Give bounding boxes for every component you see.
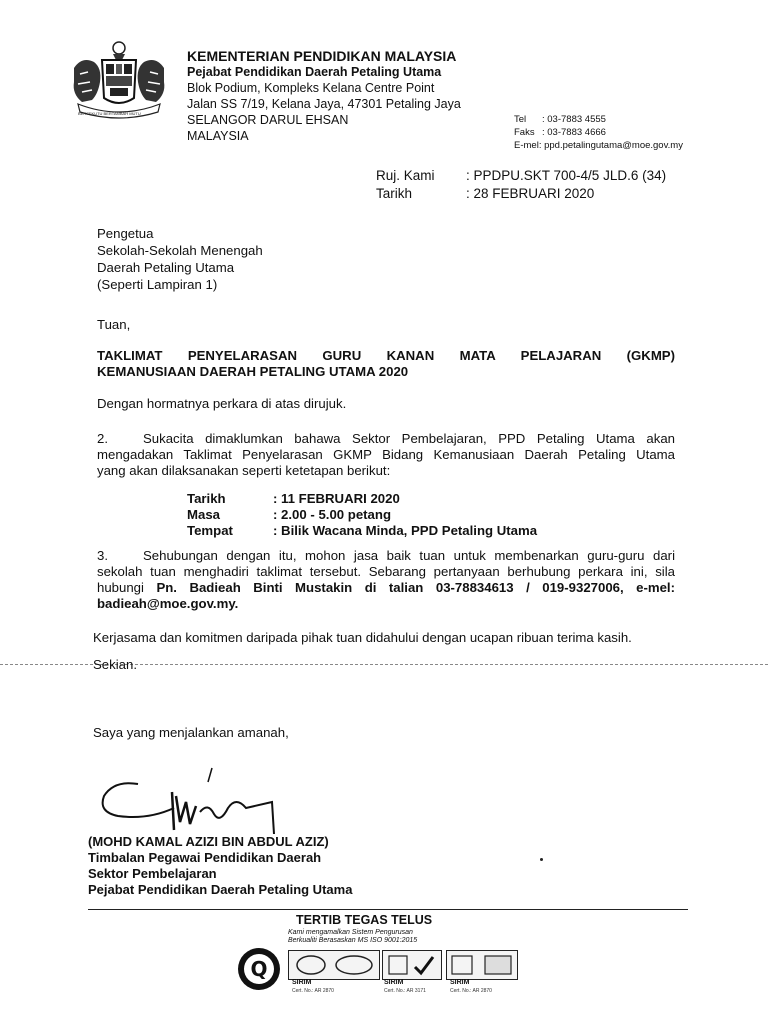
letterhead (187, 48, 461, 144)
tel-label: Tel (514, 114, 527, 125)
iso-line-2: Berkualiti Berasaskan MS ISO 9001:2015 (288, 937, 418, 944)
para-3-line-1: Sehubungan dengan itu, mohon jasa baik tuan untuk membenarkan guru-guru dari (143, 548, 675, 563)
fax-label: Faks (514, 127, 535, 138)
cert-number-2: Cert. No.: AR 3171 (384, 988, 426, 994)
cert-logo-3 (446, 950, 518, 980)
cert-label-3: SIRIM (450, 979, 470, 986)
reference-block (376, 167, 666, 203)
cert-logo-1-icon (289, 951, 379, 979)
signatory-sector: Sektor Pembelajaran (88, 866, 217, 881)
contact-person: Pn. Badieah Binti Mustakin di talian 03-78834613 / 019-9327006, e-mel: (156, 580, 675, 595)
recipient-line-4: (Seperti Lampiran 1) (97, 277, 218, 292)
iso-line-1: Kami mengamalkan Sistem Pengurusan (288, 929, 413, 936)
cert-logo-2-icon (383, 951, 441, 979)
para-2-line-2: mengadakan Taklimat Penyelarasan GKMP Bidang Kemanusiaan Daerah Petaling Utama (97, 447, 675, 462)
detail-value-date: : 11 FEBRUARI 2020 (273, 491, 400, 506)
address-line-3: SELANGOR DARUL EHSAN (187, 113, 349, 127)
paragraph-4: Kerjasama dan komitmen daripada pihak tuan didahului dengan ucapan ribuan terima kasih. (93, 630, 632, 645)
office-name: Pejabat Pendidikan Daerah Petaling Utama (187, 65, 442, 79)
para-3-line-2: sekolah tuan menghadiri taklimat tersebut. Sebarang pertanyaan berhubung perkara ini, sila (97, 564, 675, 579)
cert-label-2: SIRIM (384, 979, 404, 986)
crest-motto: BERSEKUTU BERTAMBAH MUTU (78, 111, 141, 116)
ref-value: : PPDPU.SKT 700-4/5 JLD.6 (34) (466, 168, 667, 183)
contact-block (514, 113, 683, 152)
detail-value-time: : 2.00 - 5.00 petang (273, 507, 391, 522)
address-line-4: MALAYSIA (187, 129, 249, 143)
detail-value-venue: : Bilik Wacana Minda, PPD Petaling Utama (273, 523, 538, 538)
contact-email: badieah@moe.gov.my. (97, 596, 239, 611)
subject-line-1: TAKLIMAT PENYELARASAN GURU KANAN MATA PELAJARAN (GKMP) (97, 348, 675, 363)
subject (97, 348, 675, 380)
svg-text:Q: Q (250, 957, 268, 981)
cert-label-1: SIRIM (292, 979, 312, 986)
para-2-number: 2. (97, 431, 108, 446)
recipient-block (97, 225, 263, 293)
email-value: : ppd.petalingutama@moe.gov.my (538, 140, 683, 151)
ref-label: Ruj. Kami (376, 168, 435, 183)
para-2-line-3: yang akan dilaksanakan seperti ketetapan berikut: (97, 463, 391, 478)
para-3-line-3-prefix: hubungi (97, 580, 157, 595)
signatory-title: Timbalan Pegawai Pendidikan Daerah (88, 850, 322, 865)
fax-value: : 03-7883 4666 (542, 127, 606, 138)
footer-motto: TERTIB TEGAS TELUS (296, 913, 433, 927)
email-label: E-mel (514, 140, 539, 151)
signatory-block (88, 834, 352, 898)
signature-icon (96, 762, 296, 834)
para-3-number: 3. (97, 548, 108, 563)
detail-label-date: Tarikh (187, 491, 226, 506)
coat-of-arms-icon (64, 38, 174, 120)
signatory-office: Pejabat Pendidikan Daerah Petaling Utama (88, 882, 353, 897)
paragraph-2 (97, 431, 675, 479)
recipient-line-2: Sekolah-Sekolah Menengah (97, 243, 263, 258)
detail-label-venue: Tempat (187, 523, 233, 538)
cert-logo-3-icon (447, 951, 517, 979)
signature-intro: Saya yang menjalankan amanah, (93, 725, 289, 740)
event-details (187, 491, 537, 539)
tel-value: : 03-7883 4555 (542, 114, 606, 125)
footer-rule (88, 909, 688, 910)
address-line-1: Blok Podium, Kompleks Kelana Centre Point (187, 81, 435, 95)
iso-statement (288, 929, 417, 945)
scan-speck (540, 858, 543, 861)
salutation: Tuan, (97, 317, 131, 332)
cert-number-3: Cert. No.: AR 2870 (450, 988, 492, 994)
detail-label-time: Masa (187, 507, 220, 522)
address-line-2: Jalan SS 7/19, Kelana Jaya, 47301 Petaling Jaya (187, 97, 461, 111)
para-2-line-1: Sukacita dimaklumkan bahawa Sektor Pembelajaran, PPD Petaling Utama akan (143, 431, 675, 446)
cert-logo-2 (382, 950, 442, 980)
recipient-line-3: Daerah Petaling Utama (97, 260, 235, 275)
cert-logo-1 (288, 950, 380, 980)
subject-line-2: KEMANUSIAAN DAERAH PETALING UTAMA 2020 (97, 364, 409, 379)
date-label: Tarikh (376, 186, 413, 201)
paragraph-3 (97, 548, 675, 612)
paragraph-1: Dengan hormatnya perkara di atas dirujuk. (97, 396, 347, 411)
signatory-name: (MOHD KAMAL AZIZI BIN ABDUL AZIZ) (88, 834, 329, 849)
cert-number-1: Cert. No.: AR 2870 (292, 988, 334, 994)
quality-mark-icon (236, 946, 282, 992)
closing: Sekian. (93, 657, 137, 672)
recipient-line-1: Pengetua (97, 226, 154, 241)
date-value: : 28 FEBRUARI 2020 (466, 186, 595, 201)
ministry-name: KEMENTERIAN PENDIDIKAN MALAYSIA (187, 48, 457, 64)
